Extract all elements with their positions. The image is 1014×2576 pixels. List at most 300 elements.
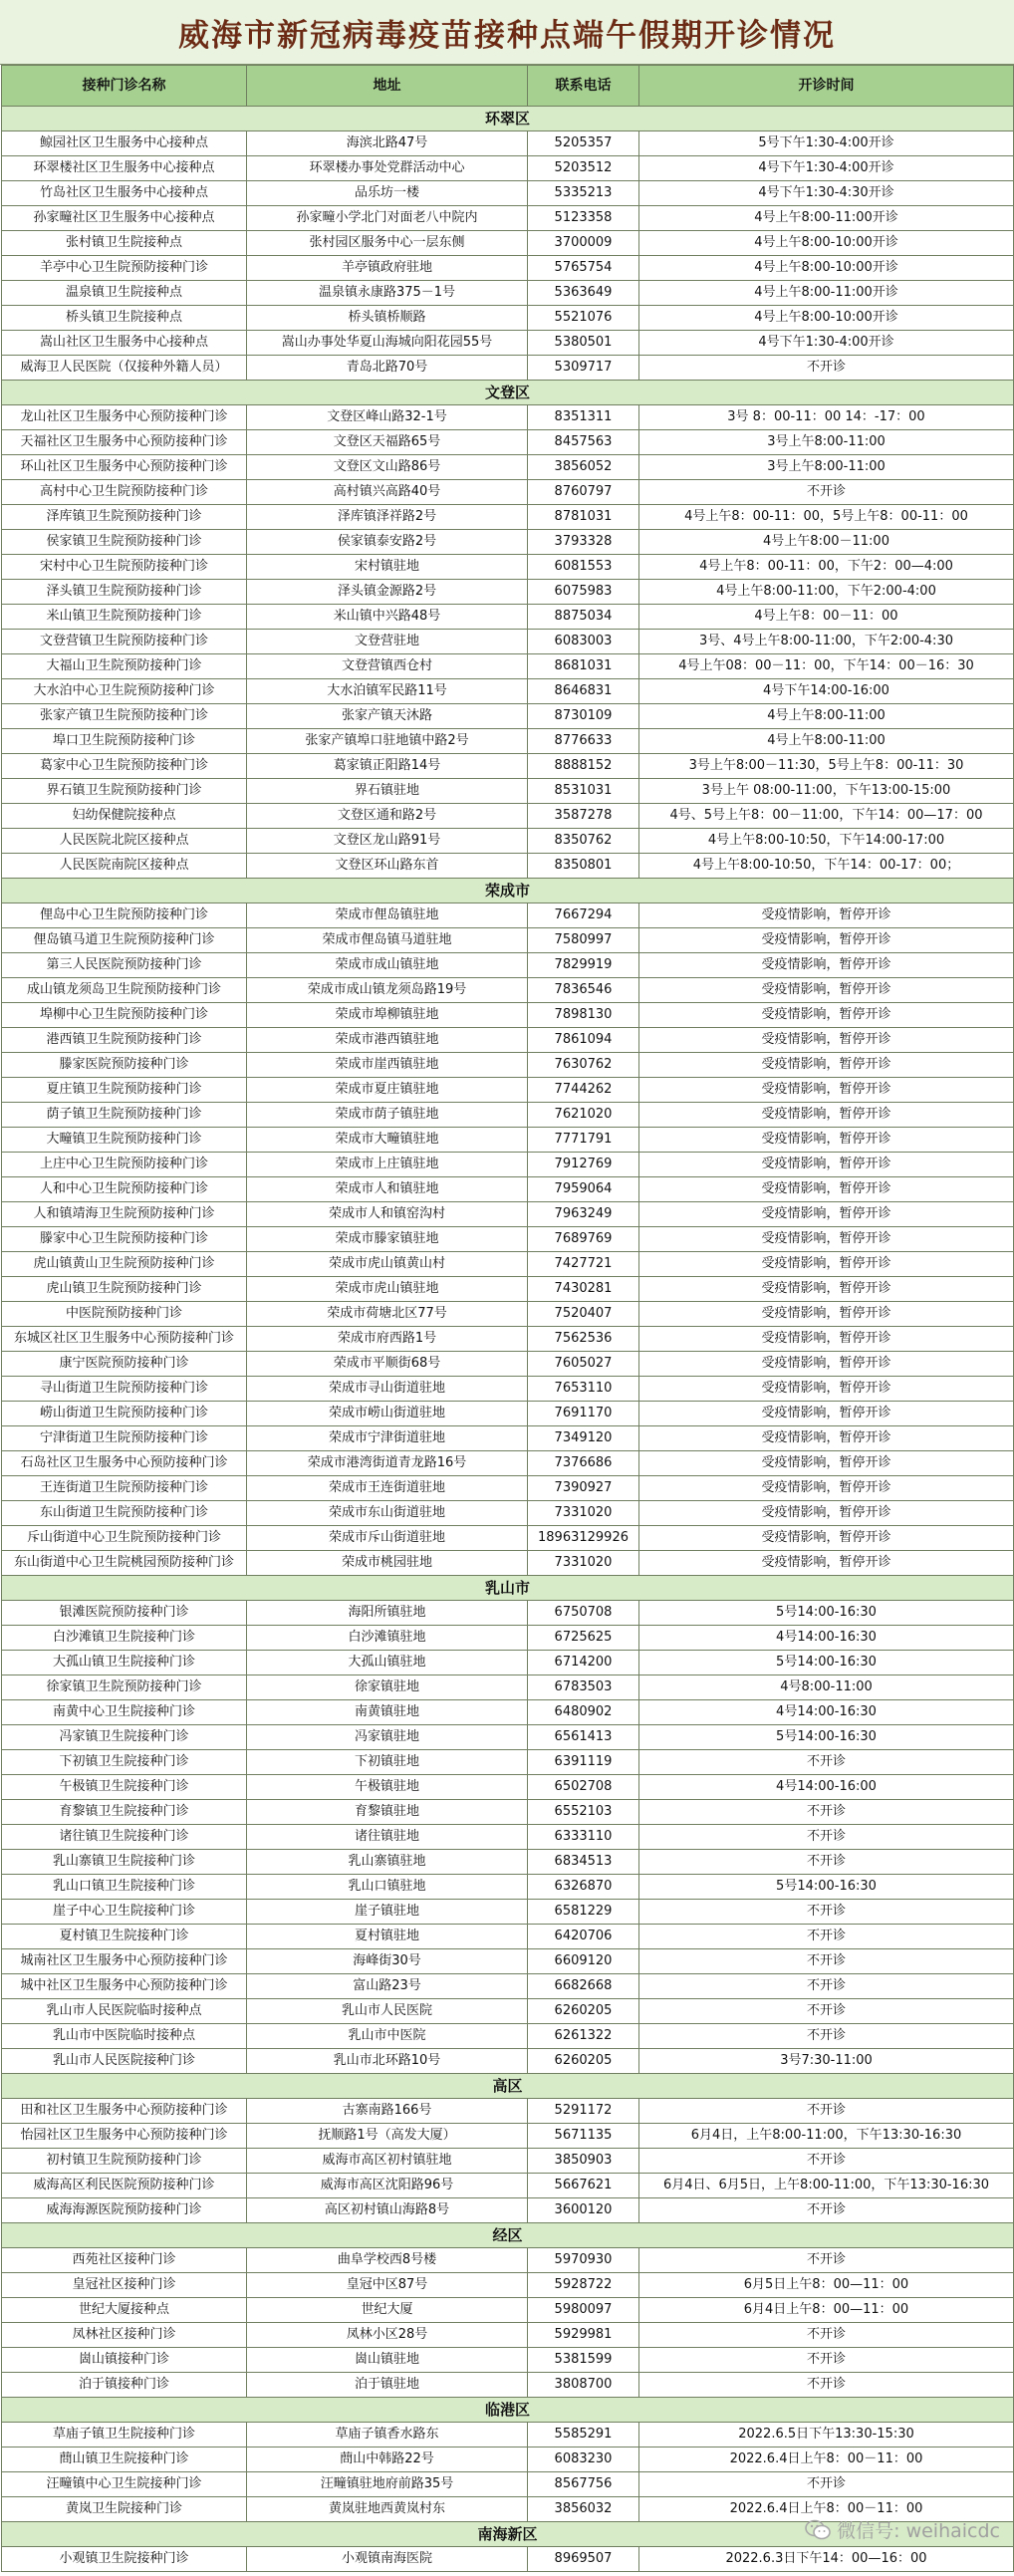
open-time-cell: 4号8:00-11:00 — [639, 1675, 1014, 1700]
table-row — [2, 231, 1014, 256]
phone-cell: 8875034 — [528, 605, 639, 630]
table-row — [2, 2174, 1014, 2198]
phone-cell: 7836546 — [528, 978, 639, 1003]
address-cell: 张家产镇埠口驻地镇中路2号 — [247, 729, 528, 754]
address-cell: 嵩山办事处华夏山海城向阳花园55号 — [247, 331, 528, 356]
clinic-name-cell: 王连街道卫生院预防接种门诊 — [2, 1476, 247, 1501]
address-cell: 荣成市东山街道驻地 — [247, 1501, 528, 1526]
phone-cell: 5667621 — [528, 2174, 639, 2198]
section-row — [2, 381, 1014, 405]
clinic-name-cell: 威海海源医院预防接种门诊 — [2, 2198, 247, 2223]
open-time-cell: 3号上午8:00-11:00 — [639, 430, 1014, 455]
address-cell: 南黄镇驻地 — [247, 1700, 528, 1725]
address-cell: 荣成市人和镇窑沟村 — [247, 1202, 528, 1227]
open-time-cell: 4号上午8:00-10:00开诊 — [639, 306, 1014, 331]
phone-cell: 7376686 — [528, 1451, 639, 1476]
phone-cell: 5381599 — [528, 2348, 639, 2373]
table-row — [2, 630, 1014, 654]
phone-cell: 5765754 — [528, 256, 639, 281]
clinic-name-cell: 东城区社区卫生服务中心预防接种门诊 — [2, 1327, 247, 1352]
clinic-name-cell: 白沙滩镇卫生院接种门诊 — [2, 1626, 247, 1651]
open-time-cell: 受疫情影响，暂停开诊 — [639, 1277, 1014, 1302]
table-row — [2, 156, 1014, 181]
table-row — [2, 829, 1014, 854]
table-row — [2, 505, 1014, 530]
open-time-cell: 受疫情影响，暂停开诊 — [639, 1526, 1014, 1551]
table-row — [2, 2298, 1014, 2323]
phone-cell: 7861094 — [528, 1028, 639, 1053]
phone-cell: 7621020 — [528, 1103, 639, 1128]
clinic-name-cell: 大水泊中心卫生院预防接种门诊 — [2, 679, 247, 704]
address-cell: 泽头镇金源路2号 — [247, 580, 528, 605]
phone-cell: 6480902 — [528, 1700, 639, 1725]
address-cell: 荣成市成山镇龙须岛路19号 — [247, 978, 528, 1003]
address-cell: 皇冠中区87号 — [247, 2273, 528, 2298]
table-row — [2, 1626, 1014, 1651]
table-row — [2, 1252, 1014, 1277]
clinic-name-cell: 崮山镇接种门诊 — [2, 2348, 247, 2373]
table-row — [2, 729, 1014, 754]
address-cell: 荣成市滕家镇驻地 — [247, 1227, 528, 1252]
phone-cell: 7667294 — [528, 903, 639, 928]
address-cell: 乳山寨镇驻地 — [247, 1850, 528, 1875]
address-cell: 环翠楼办事处党群活动中心 — [247, 156, 528, 181]
phone-cell: 5203512 — [528, 156, 639, 181]
clinic-name-cell: 夏庄镇卫生院预防接种门诊 — [2, 1078, 247, 1103]
address-cell: 海滨北路47号 — [247, 131, 528, 156]
address-cell: 米山镇中兴路48号 — [247, 605, 528, 630]
table-row — [2, 181, 1014, 206]
open-time-cell: 2022.6.3日下午14：00—16：00 — [639, 2547, 1014, 2572]
table-row — [2, 530, 1014, 555]
clinic-name-cell: 泽库镇卫生院预防接种门诊 — [2, 505, 247, 530]
table-row — [2, 2099, 1014, 2124]
table-row — [2, 356, 1014, 381]
open-time-cell: 受疫情影响，暂停开诊 — [639, 1252, 1014, 1277]
clinic-name-cell: 寻山街道卫生院预防接种门诊 — [2, 1377, 247, 1402]
clinic-name-cell: 崂山街道卫生院预防接种门诊 — [2, 1402, 247, 1426]
open-time-cell: 受疫情影响，暂停开诊 — [639, 1227, 1014, 1252]
address-cell: 侯家镇泰安路2号 — [247, 530, 528, 555]
clinic-name-cell: 人和中心卫生院预防接种门诊 — [2, 1177, 247, 1202]
clinic-name-cell: 城南社区卫生服务中心预防接种门诊 — [2, 1949, 247, 1974]
phone-cell: 7653110 — [528, 1377, 639, 1402]
open-time-cell: 4号下午1:30-4:30开诊 — [639, 181, 1014, 206]
open-time-cell: 不开诊 — [639, 2198, 1014, 2223]
table-row — [2, 1028, 1014, 1053]
table-row — [2, 580, 1014, 605]
watermark-text: 微信号: weihaicdc — [837, 2520, 1000, 2542]
clinic-name-cell: 大福山卫生院预防接种门诊 — [2, 654, 247, 679]
section-row — [2, 2223, 1014, 2248]
address-cell: 夏村镇驻地 — [247, 1925, 528, 1949]
clinic-name-cell: 桥头镇卫生院接种点 — [2, 306, 247, 331]
clinic-name-cell: 虎山镇卫生院预防接种门诊 — [2, 1277, 247, 1302]
open-time-cell: 受疫情影响，暂停开诊 — [639, 978, 1014, 1003]
open-time-cell: 4号上午8:00-11:00 — [639, 729, 1014, 754]
phone-cell: 3856052 — [528, 455, 639, 480]
address-cell: 乳山市北环路10号 — [247, 2049, 528, 2074]
clinic-name-cell: 世纪大厦接种点 — [2, 2298, 247, 2323]
open-time-cell: 不开诊 — [639, 2472, 1014, 2497]
address-cell: 荣成市府西路1号 — [247, 1327, 528, 1352]
phone-cell: 8781031 — [528, 505, 639, 530]
table-row — [2, 131, 1014, 156]
phone-cell: 7427721 — [528, 1252, 639, 1277]
address-cell: 荣成市大疃镇驻地 — [247, 1128, 528, 1153]
phone-cell: 5335213 — [528, 181, 639, 206]
table-row — [2, 331, 1014, 356]
clinic-name-cell: 荫子镇卫生院预防接种门诊 — [2, 1103, 247, 1128]
clinic-name-cell: 威海高区利民医院预防接种门诊 — [2, 2174, 247, 2198]
wechat-icon — [805, 2519, 831, 2541]
page-title: 威海市新冠病毒疫苗接种点端午假期开诊情况 — [0, 0, 1014, 65]
table-row — [2, 256, 1014, 281]
address-cell: 大水泊镇军民路11号 — [247, 679, 528, 704]
address-cell: 荣成市荷塘北区77号 — [247, 1302, 528, 1327]
table-row — [2, 1601, 1014, 1626]
table-row — [2, 1426, 1014, 1451]
open-time-cell: 受疫情影响，暂停开诊 — [639, 1302, 1014, 1327]
address-cell: 宋村镇驻地 — [247, 555, 528, 580]
header-open-time: 开诊时间 — [639, 66, 1014, 107]
address-cell: 张家产镇天沐路 — [247, 704, 528, 729]
address-cell: 海阳所镇驻地 — [247, 1601, 528, 1626]
address-cell: 孙家疃小学北门对面老八中院内 — [247, 206, 528, 231]
phone-cell: 6083003 — [528, 630, 639, 654]
open-time-cell: 受疫情影响，暂停开诊 — [639, 1153, 1014, 1177]
table-row — [2, 1227, 1014, 1252]
open-time-cell: 受疫情影响，暂停开诊 — [639, 1377, 1014, 1402]
address-cell: 品乐坊一楼 — [247, 181, 528, 206]
clinic-name-cell: 第三人民医院预防接种门诊 — [2, 953, 247, 978]
phone-cell: 3856032 — [528, 2497, 639, 2522]
phone-cell: 6333110 — [528, 1825, 639, 1850]
clinic-name-cell: 葛家中心卫生院预防接种门诊 — [2, 754, 247, 779]
phone-cell: 6682668 — [528, 1974, 639, 1999]
table-row — [2, 679, 1014, 704]
open-time-cell: 不开诊 — [639, 2373, 1014, 2398]
open-time-cell: 受疫情影响，暂停开诊 — [639, 1177, 1014, 1202]
open-time-cell: 受疫情影响，暂停开诊 — [639, 928, 1014, 953]
clinic-name-cell: 界石镇卫生院预防接种门诊 — [2, 779, 247, 804]
section-row — [2, 879, 1014, 903]
section-title: 乳山市 — [2, 1576, 1014, 1601]
phone-cell: 3587278 — [528, 804, 639, 829]
phone-cell: 5123358 — [528, 206, 639, 231]
table-row — [2, 1526, 1014, 1551]
address-cell: 汪疃镇驻地府前路35号 — [247, 2472, 528, 2497]
table-row — [2, 1651, 1014, 1675]
open-time-cell: 受疫情影响，暂停开诊 — [639, 1078, 1014, 1103]
phone-cell: 5970930 — [528, 2248, 639, 2273]
open-time-cell: 不开诊 — [639, 2323, 1014, 2348]
address-cell: 育黎镇驻地 — [247, 1800, 528, 1825]
phone-cell: 5205357 — [528, 131, 639, 156]
address-cell: 荣成市港湾街道青龙路16号 — [247, 1451, 528, 1476]
address-cell: 世纪大厦 — [247, 2298, 528, 2323]
table-row — [2, 654, 1014, 679]
open-time-cell: 4号上午8:00-11:00，下午2:00-4:00 — [639, 580, 1014, 605]
table-row — [2, 779, 1014, 804]
clinic-name-cell: 张家产镇卫生院预防接种门诊 — [2, 704, 247, 729]
open-time-cell: 受疫情影响，暂停开诊 — [639, 1103, 1014, 1128]
clinic-name-cell: 西苑社区接种门诊 — [2, 2248, 247, 2273]
table-row — [2, 754, 1014, 779]
phone-cell: 6391119 — [528, 1750, 639, 1775]
open-time-cell: 4号上午8：00-11：00，下午2：00—4:00 — [639, 555, 1014, 580]
table-row — [2, 903, 1014, 928]
phone-cell: 3600120 — [528, 2198, 639, 2223]
clinic-name-cell: 育黎镇卫生院接种门诊 — [2, 1800, 247, 1825]
clinic-name-cell: 草庙子镇卫生院接种门诊 — [2, 2423, 247, 2447]
clinic-name-cell: 泽头镇卫生院预防接种门诊 — [2, 580, 247, 605]
address-cell: 高区初村镇山海路8号 — [247, 2198, 528, 2223]
open-time-cell: 受疫情影响，暂停开诊 — [639, 1551, 1014, 1576]
open-time-cell: 4号下午14:00-16:00 — [639, 679, 1014, 704]
address-cell: 张村园区服务中心一层东侧 — [247, 231, 528, 256]
open-time-cell: 4号上午8：00-11：00，5号上午8：00-11：00 — [639, 505, 1014, 530]
phone-cell: 7331020 — [528, 1501, 639, 1526]
table-row — [2, 1103, 1014, 1128]
open-time-cell: 4号上午8:00－11:00 — [639, 530, 1014, 555]
address-cell: 抚顺路1号（高发大厦） — [247, 2124, 528, 2149]
address-cell: 文登区文山路86号 — [247, 455, 528, 480]
address-cell: 诸往镇驻地 — [247, 1825, 528, 1850]
table-row — [2, 430, 1014, 455]
phone-cell: 7580997 — [528, 928, 639, 953]
clinic-name-cell: 蔄山镇卫生院接种门诊 — [2, 2447, 247, 2472]
phone-cell: 6081553 — [528, 555, 639, 580]
clinic-name-cell: 龙山社区卫生服务中心预防接种门诊 — [2, 405, 247, 430]
clinic-name-cell: 环山社区卫生服务中心预防接种门诊 — [2, 455, 247, 480]
open-time-cell: 4号上午8:00-10:00开诊 — [639, 256, 1014, 281]
table-row — [2, 2273, 1014, 2298]
phone-cell: 5291172 — [528, 2099, 639, 2124]
clinic-table — [1, 65, 1014, 2572]
phone-cell: 8681031 — [528, 654, 639, 679]
phone-cell: 7771791 — [528, 1128, 639, 1153]
phone-cell: 7963249 — [528, 1202, 639, 1227]
address-cell: 午极镇驻地 — [247, 1775, 528, 1800]
section-title: 临港区 — [2, 2398, 1014, 2423]
open-time-cell: 不开诊 — [639, 480, 1014, 505]
phone-cell: 6260205 — [528, 2049, 639, 2074]
table-row — [2, 2348, 1014, 2373]
clinic-name-cell: 田和社区卫生服务中心预防接种门诊 — [2, 2099, 247, 2124]
clinic-name-cell: 小观镇卫生院接种门诊 — [2, 2547, 247, 2572]
open-time-cell: 不开诊 — [639, 2348, 1014, 2373]
clinic-name-cell: 夏村镇卫生院接种门诊 — [2, 1925, 247, 1949]
address-cell: 桥头镇桥顺路 — [247, 306, 528, 331]
address-cell: 下初镇驻地 — [247, 1750, 528, 1775]
table-row — [2, 1750, 1014, 1775]
clinic-name-cell: 高村中心卫生院预防接种门诊 — [2, 480, 247, 505]
watermark — [805, 2516, 1000, 2543]
address-cell: 文登区通和路2号 — [247, 804, 528, 829]
phone-cell: 8646831 — [528, 679, 639, 704]
open-time-cell: 4号14:00-16:00 — [639, 1775, 1014, 1800]
phone-cell: 7829919 — [528, 953, 639, 978]
phone-cell: 6261322 — [528, 2024, 639, 2049]
open-time-cell: 不开诊 — [639, 1825, 1014, 1850]
section-row — [2, 107, 1014, 131]
phone-cell: 6725625 — [528, 1626, 639, 1651]
clinic-name-cell: 冯家镇卫生院接种门诊 — [2, 1725, 247, 1750]
address-cell: 荣成市崖西镇驻地 — [247, 1053, 528, 1078]
phone-cell: 7349120 — [528, 1426, 639, 1451]
address-cell: 草庙子镇香水路东 — [247, 2423, 528, 2447]
phone-cell: 7898130 — [528, 1003, 639, 1028]
phone-cell: 6420706 — [528, 1925, 639, 1949]
phone-cell: 7562536 — [528, 1327, 639, 1352]
clinic-name-cell: 中医院预防接种门诊 — [2, 1302, 247, 1327]
open-time-cell: 6月4日，上午8:00-11:00，下午13:30-16:30 — [639, 2124, 1014, 2149]
clinic-name-cell: 银滩医院预防接种门诊 — [2, 1601, 247, 1626]
table-row — [2, 2149, 1014, 2174]
table-row — [2, 1675, 1014, 1700]
open-time-cell: 3号、4号上午8:00-11:00，下午2:00-4:30 — [639, 630, 1014, 654]
table-row — [2, 480, 1014, 505]
clinic-name-cell: 羊亭中心卫生院预防接种门诊 — [2, 256, 247, 281]
phone-cell: 8567756 — [528, 2472, 639, 2497]
table-row — [2, 978, 1014, 1003]
table-row — [2, 1053, 1014, 1078]
open-time-cell: 受疫情影响，暂停开诊 — [639, 1128, 1014, 1153]
open-time-cell: 3号 8：00-11：00 14：-17：00 — [639, 405, 1014, 430]
address-cell: 小观镇南海医院 — [247, 2547, 528, 2572]
address-cell: 荣成市宁津街道驻地 — [247, 1426, 528, 1451]
table-row — [2, 2248, 1014, 2273]
table-row — [2, 1377, 1014, 1402]
table-row — [2, 405, 1014, 430]
section-title: 文登区 — [2, 381, 1014, 405]
table-row — [2, 306, 1014, 331]
clinic-name-cell: 文登营镇卫生院预防接种门诊 — [2, 630, 247, 654]
table-row — [2, 1925, 1014, 1949]
open-time-cell: 4号上午8：00－11：00 — [639, 605, 1014, 630]
address-cell: 大孤山镇驻地 — [247, 1651, 528, 1675]
address-cell: 界石镇驻地 — [247, 779, 528, 804]
phone-cell: 6714200 — [528, 1651, 639, 1675]
open-time-cell: 受疫情影响，暂停开诊 — [639, 1003, 1014, 1028]
table-row — [2, 2024, 1014, 2049]
table-row — [2, 1451, 1014, 1476]
open-time-cell: 受疫情影响，暂停开诊 — [639, 953, 1014, 978]
clinic-name-cell: 康宁医院预防接种门诊 — [2, 1352, 247, 1377]
table-row — [2, 2049, 1014, 2074]
clinic-name-cell: 大孤山镇卫生院接种门诊 — [2, 1651, 247, 1675]
open-time-cell: 2022.6.4日上午8：00－11：00 — [639, 2497, 1014, 2522]
clinic-name-cell: 南黄中心卫生院接种门诊 — [2, 1700, 247, 1725]
phone-cell: 5928722 — [528, 2273, 639, 2298]
phone-cell: 8888152 — [528, 754, 639, 779]
clinic-name-cell: 泊于镇接种门诊 — [2, 2373, 247, 2398]
clinic-name-cell: 乳山口镇卫生院接种门诊 — [2, 1875, 247, 1900]
table-row — [2, 1551, 1014, 1576]
clinic-name-cell: 孙家疃社区卫生服务中心接种点 — [2, 206, 247, 231]
table-row — [2, 2198, 1014, 2223]
phone-cell: 8350801 — [528, 854, 639, 879]
open-time-cell: 2022.6.4日上午8：00－11：00 — [639, 2447, 1014, 2472]
clinic-name-cell: 城中社区卫生服务中心预防接种门诊 — [2, 1974, 247, 1999]
phone-cell: 3808700 — [528, 2373, 639, 2398]
phone-cell: 5980097 — [528, 2298, 639, 2323]
address-cell: 海峰街30号 — [247, 1949, 528, 1974]
phone-cell: 8457563 — [528, 430, 639, 455]
clinic-name-cell: 张村镇卫生院接种点 — [2, 231, 247, 256]
clinic-name-cell: 米山镇卫生院预防接种门诊 — [2, 605, 247, 630]
open-time-cell: 4号14:00-16:30 — [639, 1626, 1014, 1651]
open-time-cell: 受疫情影响，暂停开诊 — [639, 903, 1014, 928]
clinic-name-cell: 鲸园社区卫生服务中心接种点 — [2, 131, 247, 156]
table-row — [2, 928, 1014, 953]
table-body — [2, 107, 1014, 2572]
table-row — [2, 1202, 1014, 1227]
clinic-name-cell: 东山街道卫生院预防接种门诊 — [2, 1501, 247, 1526]
address-cell: 乳山市人民医院 — [247, 1999, 528, 2024]
table-row — [2, 1800, 1014, 1825]
section-row — [2, 2398, 1014, 2423]
table-row — [2, 1700, 1014, 1725]
phone-cell: 7605027 — [528, 1352, 639, 1377]
clinic-name-cell: 港西镇卫生院预防接种门诊 — [2, 1028, 247, 1053]
section-title: 南海新区 — [2, 2522, 1014, 2547]
phone-cell: 6561413 — [528, 1725, 639, 1750]
open-time-cell: 受疫情影响，暂停开诊 — [639, 1451, 1014, 1476]
open-time-cell: 6月5日上午8：00—11：00 — [639, 2273, 1014, 2298]
section-title: 荣成市 — [2, 879, 1014, 903]
open-time-cell: 4号上午8:00-10:00开诊 — [639, 231, 1014, 256]
address-cell: 荣成市港西镇驻地 — [247, 1028, 528, 1053]
phone-cell: 7912769 — [528, 1153, 639, 1177]
clinic-name-cell: 诸往镇卫生院接种门诊 — [2, 1825, 247, 1850]
table-row — [2, 1999, 1014, 2024]
phone-cell: 5671135 — [528, 2124, 639, 2149]
open-time-cell: 不开诊 — [639, 2248, 1014, 2273]
open-time-cell: 4号上午8:00-10:50，下午14:00-17:00 — [639, 829, 1014, 854]
table-header-row — [2, 66, 1014, 107]
clinic-name-cell: 午极镇卫生院接种门诊 — [2, 1775, 247, 1800]
clinic-name-cell: 人民医院南院区接种点 — [2, 854, 247, 879]
clinic-name-cell: 乳山寨镇卫生院接种门诊 — [2, 1850, 247, 1875]
clinic-name-cell: 埠口卫生院预防接种门诊 — [2, 729, 247, 754]
phone-cell: 7959064 — [528, 1177, 639, 1202]
section-row — [2, 1576, 1014, 1601]
clinic-name-cell: 乳山市人民医院临时接种点 — [2, 1999, 247, 2024]
open-time-cell: 不开诊 — [639, 1850, 1014, 1875]
phone-cell: 6834513 — [528, 1850, 639, 1875]
table-row — [2, 1476, 1014, 1501]
open-time-cell: 不开诊 — [639, 1900, 1014, 1925]
table-row — [2, 854, 1014, 879]
open-time-cell: 5号14:00-16:30 — [639, 1601, 1014, 1626]
phone-cell: 5363649 — [528, 281, 639, 306]
address-cell: 文登区环山路东首 — [247, 854, 528, 879]
table-row — [2, 953, 1014, 978]
clinic-name-cell: 下初镇卫生院接种门诊 — [2, 1750, 247, 1775]
clinic-name-cell: 俚岛中心卫生院预防接种门诊 — [2, 903, 247, 928]
table-row — [2, 2547, 1014, 2572]
open-time-cell: 6月4日上午8：00—11：00 — [639, 2298, 1014, 2323]
open-time-cell: 受疫情影响，暂停开诊 — [639, 1476, 1014, 1501]
address-cell: 威海市高区初村镇驻地 — [247, 2149, 528, 2174]
phone-cell: 8531031 — [528, 779, 639, 804]
phone-cell: 5380501 — [528, 331, 639, 356]
table-row — [2, 1501, 1014, 1526]
clinic-name-cell: 崖子中心卫生院接种门诊 — [2, 1900, 247, 1925]
phone-cell: 7630762 — [528, 1053, 639, 1078]
